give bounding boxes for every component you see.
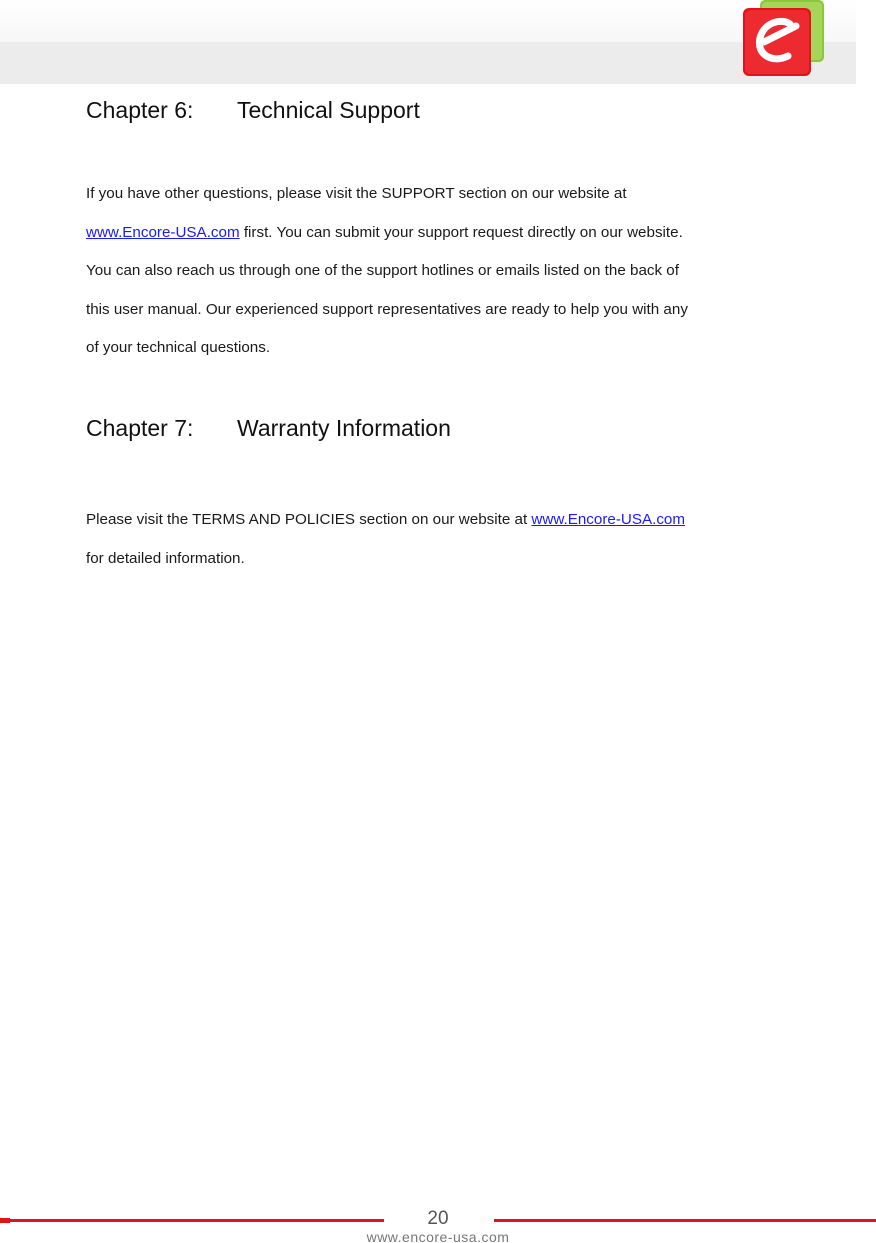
chapter-6-line-2	[86, 214, 806, 253]
chapter-6-line-4: this user manual. Our experienced support representatives are ready to help you with any	[86, 300, 688, 318]
chapter-7-heading	[86, 415, 451, 442]
chapter-6-line-5: of your technical questions.	[86, 339, 271, 356]
chapter-7-title: Warranty Information	[237, 415, 451, 441]
chapter-6-title: Technical Support	[237, 97, 420, 123]
chapter-6-line-1: If you have other questions, please visit the SUPPORT section on our website at	[86, 185, 627, 202]
chapter-6-line-3: You can also reach us through one of the support hotlines or emails listed on the back of	[86, 262, 679, 279]
footer-url: www.encore-usa.com	[366, 1229, 510, 1243]
chapter-7-number: Chapter 7:	[86, 415, 194, 441]
chapter-6-line-2-text: first. You can submit your support request directly on our website.	[239, 223, 683, 241]
chapter-7-line-1	[86, 501, 806, 540]
page-header-band	[0, 42, 856, 84]
chapter-7-line-1-text: Please visit the TERMS AND POLICIES section on our website at	[86, 511, 532, 528]
chapter-6-heading	[86, 97, 420, 124]
chapter-6-paragraph	[86, 175, 806, 368]
page-number: 20	[427, 1208, 449, 1229]
encore-website-link-2[interactable]: www.Encore-USA.com	[531, 511, 686, 528]
chapter-7-paragraph	[86, 501, 806, 578]
encore-website-link[interactable]: www.Encore-USA.com	[86, 223, 240, 241]
page-header-top	[0, 0, 856, 42]
chapter-7-line-2: for detailed information.	[86, 549, 245, 567]
encore-logo-icon	[742, 0, 826, 78]
chapter-6-number: Chapter 6:	[86, 97, 194, 123]
